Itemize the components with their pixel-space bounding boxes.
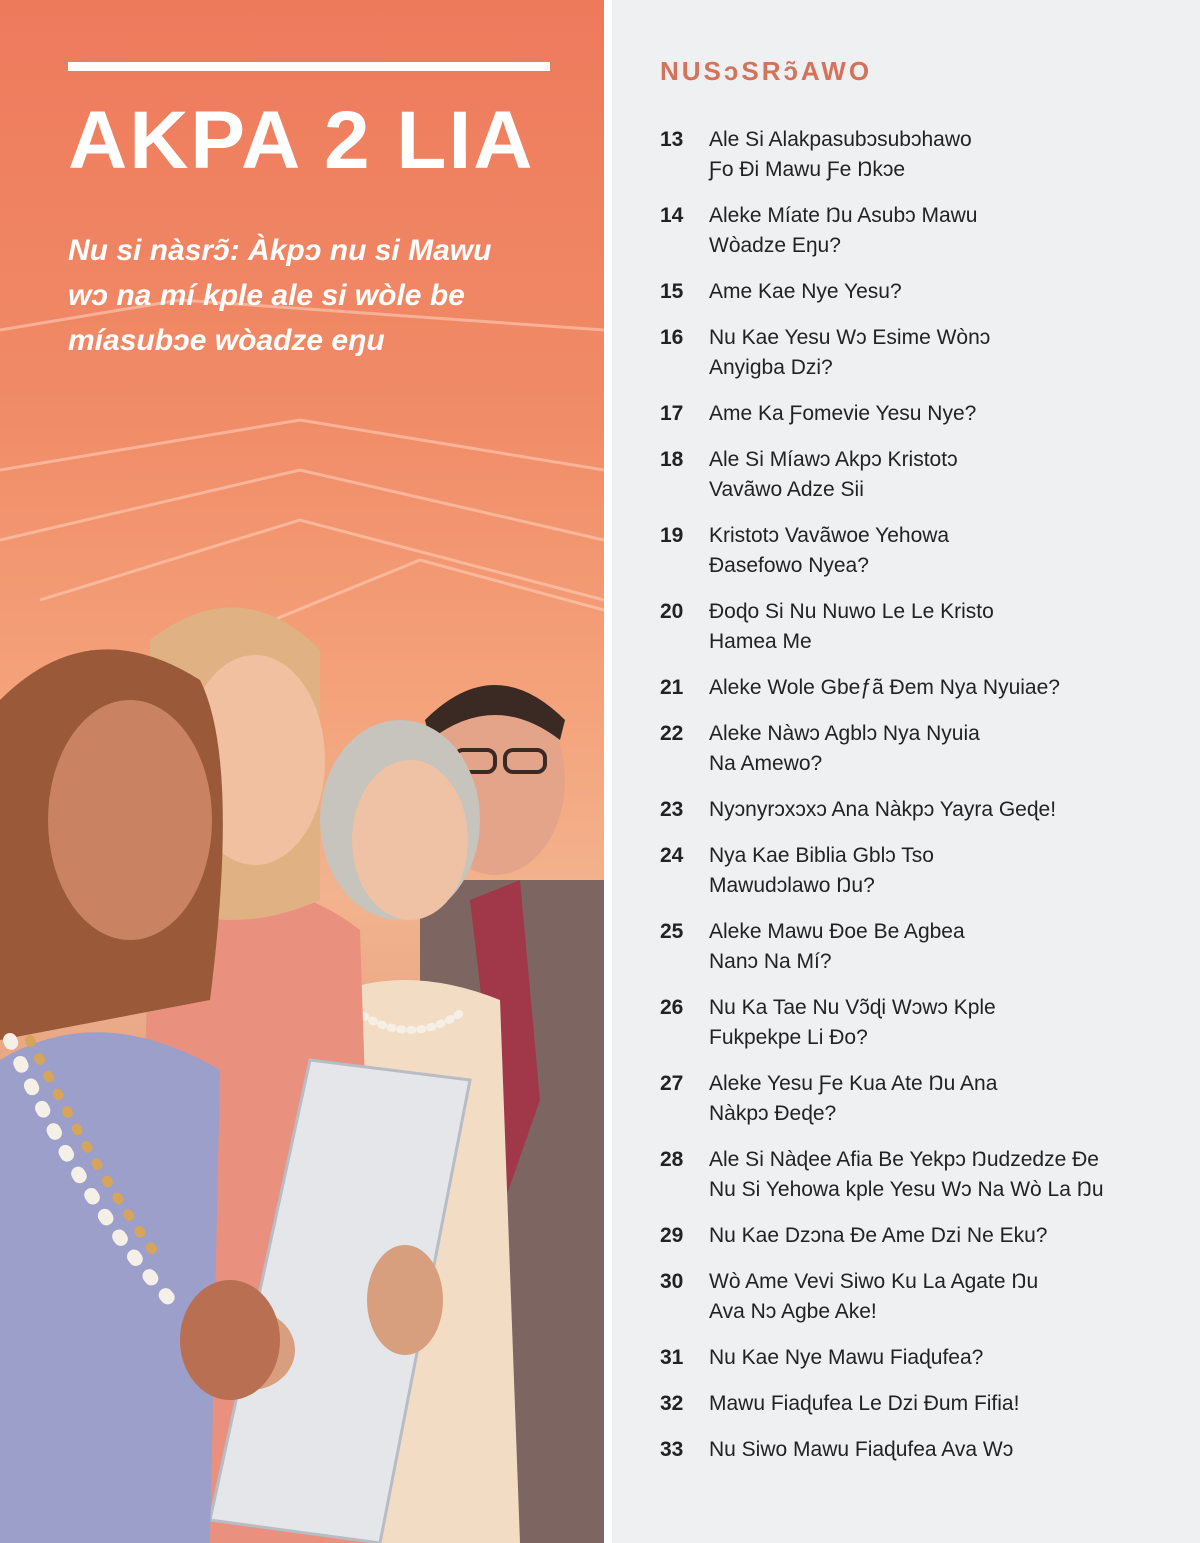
lesson-title: Nu Kae Dzɔna Ðe Ame Dzi Ne Eku? (709, 1224, 1048, 1247)
lesson-item[interactable] (660, 1267, 1190, 1327)
lesson-number: 24 (660, 844, 684, 867)
part-title: AKPA 2 LIA (68, 95, 535, 186)
lesson-title: Aleke Nàwɔ Agblɔ Nya Nyuia Na Amewo? (709, 722, 980, 775)
lesson-item[interactable] (660, 719, 1190, 779)
lesson-title: Ale Si Alakpasubɔsubɔhawo Ƒo Ɖi Mawu Ƒe Ŋkɔe (709, 128, 972, 181)
lesson-item[interactable] (660, 1435, 1190, 1465)
lesson-title: Nu Kae Nye Mawu Fiaɖufea? (709, 1346, 984, 1369)
lesson-number: 25 (660, 920, 684, 943)
lesson-title: Wò Ame Vevi Siwo Ku La Agate Ŋu Ava Nɔ Agbe Ake! (709, 1270, 1039, 1323)
lesson-title: Aleke Yesu Ƒe Kua Ate Ŋu Ana Nàkpɔ Ðeɖe? (709, 1072, 998, 1125)
lesson-number: 26 (660, 996, 684, 1019)
lesson-number: 29 (660, 1224, 684, 1247)
lesson-number: 16 (660, 326, 684, 349)
contents-heading: NUSɔSRɔ̃AWO (660, 56, 873, 86)
lesson-number: 27 (660, 1072, 684, 1095)
lesson-title: Ame Ka Ƒomevie Yesu Nye? (709, 402, 977, 425)
lesson-number: 22 (660, 722, 684, 745)
lesson-number: 13 (660, 128, 684, 151)
lesson-title: Ale Si Nàɖee Afia Be Yekpɔ Ŋudzedze Ðe Nu Si Yehowa kple Yesu Wɔ Na Wò La Ŋu (709, 1148, 1104, 1201)
lesson-item[interactable] (660, 201, 1190, 261)
panel-divider (604, 0, 612, 1543)
lesson-title: Nu Kae Yesu Wɔ Esime Wònɔ Anyigba Dzi? (709, 326, 991, 379)
lesson-item[interactable] (660, 673, 1190, 703)
lesson-number: 23 (660, 798, 684, 821)
lesson-number: 14 (660, 204, 684, 227)
lesson-number: 20 (660, 600, 684, 623)
lesson-title: Aleke Wole Gbeƒã Ðem Nya Nyuiae? (709, 676, 1060, 699)
part-subtitle: Nu si nàsrɔ̃: Àkpɔ nu si Mawu wɔ na mí kple ale si wòle be míasubɔe wòadze eŋu (68, 234, 492, 357)
lesson-title: Nu Siwo Mawu Fiaɖufea Ava Wɔ (709, 1438, 1014, 1461)
lesson-item[interactable] (660, 993, 1190, 1053)
lesson-number: 21 (660, 676, 684, 699)
lesson-item[interactable] (660, 445, 1190, 505)
lesson-title: Aleke Mawu Ðoe Be Agbea Nanɔ Na Mí? (709, 920, 965, 973)
lesson-title: Nyɔnyrɔxɔxɔ Ana Nàkpɔ Yayra Geɖe! (709, 798, 1057, 821)
lesson-item[interactable] (660, 1221, 1190, 1251)
lesson-number: 17 (660, 402, 684, 425)
lesson-item[interactable] (660, 795, 1190, 825)
lesson-title: Aleke Míate Ŋu Asubɔ Mawu Wòadze Eŋu? (709, 204, 978, 257)
lesson-number: 31 (660, 1346, 684, 1369)
lesson-item[interactable] (660, 399, 1190, 429)
lesson-item[interactable] (660, 597, 1190, 657)
contents-panel (612, 0, 1200, 1543)
lesson-title: Kristotɔ Vavãwoe Yehowa Ðasefowo Nyea? (709, 524, 950, 577)
lesson-number: 33 (660, 1438, 684, 1461)
lesson-item[interactable] (660, 125, 1190, 185)
contents-list (660, 125, 1190, 1481)
lesson-title: Ðoɖo Si Nu Nuwo Le Le Kristo Hamea Me (709, 600, 994, 653)
lesson-title: Ame Kae Nye Yesu? (709, 280, 902, 303)
lesson-item[interactable] (660, 1145, 1190, 1205)
lesson-number: 32 (660, 1392, 684, 1415)
lesson-number: 18 (660, 448, 684, 471)
lesson-item[interactable] (660, 1343, 1190, 1373)
lesson-number: 28 (660, 1148, 684, 1171)
title-rule (68, 62, 550, 71)
lesson-title: Ale Si Míawɔ Akpɔ Kristotɔ Vavãwo Adze Sii (709, 448, 958, 501)
lesson-number: 30 (660, 1270, 684, 1293)
lesson-title: Nu Ka Tae Nu Vɔ̃ɖi Wɔwɔ Kple Fukpekpe Li Ðo? (709, 996, 996, 1049)
lesson-item[interactable] (660, 521, 1190, 581)
lesson-item[interactable] (660, 1389, 1190, 1419)
lesson-title: Mawu Fiaɖufea Le Dzi Ðum Fifia! (709, 1392, 1020, 1415)
lesson-number: 15 (660, 280, 684, 303)
lesson-item[interactable] (660, 1069, 1190, 1129)
lesson-item[interactable] (660, 917, 1190, 977)
lesson-title: Nya Kae Biblia Gblɔ Tso Mawudɔlawo Ŋu? (709, 844, 934, 897)
lesson-item[interactable] (660, 841, 1190, 901)
lesson-item[interactable] (660, 323, 1190, 383)
lesson-item[interactable] (660, 277, 1190, 307)
lesson-number: 19 (660, 524, 684, 547)
